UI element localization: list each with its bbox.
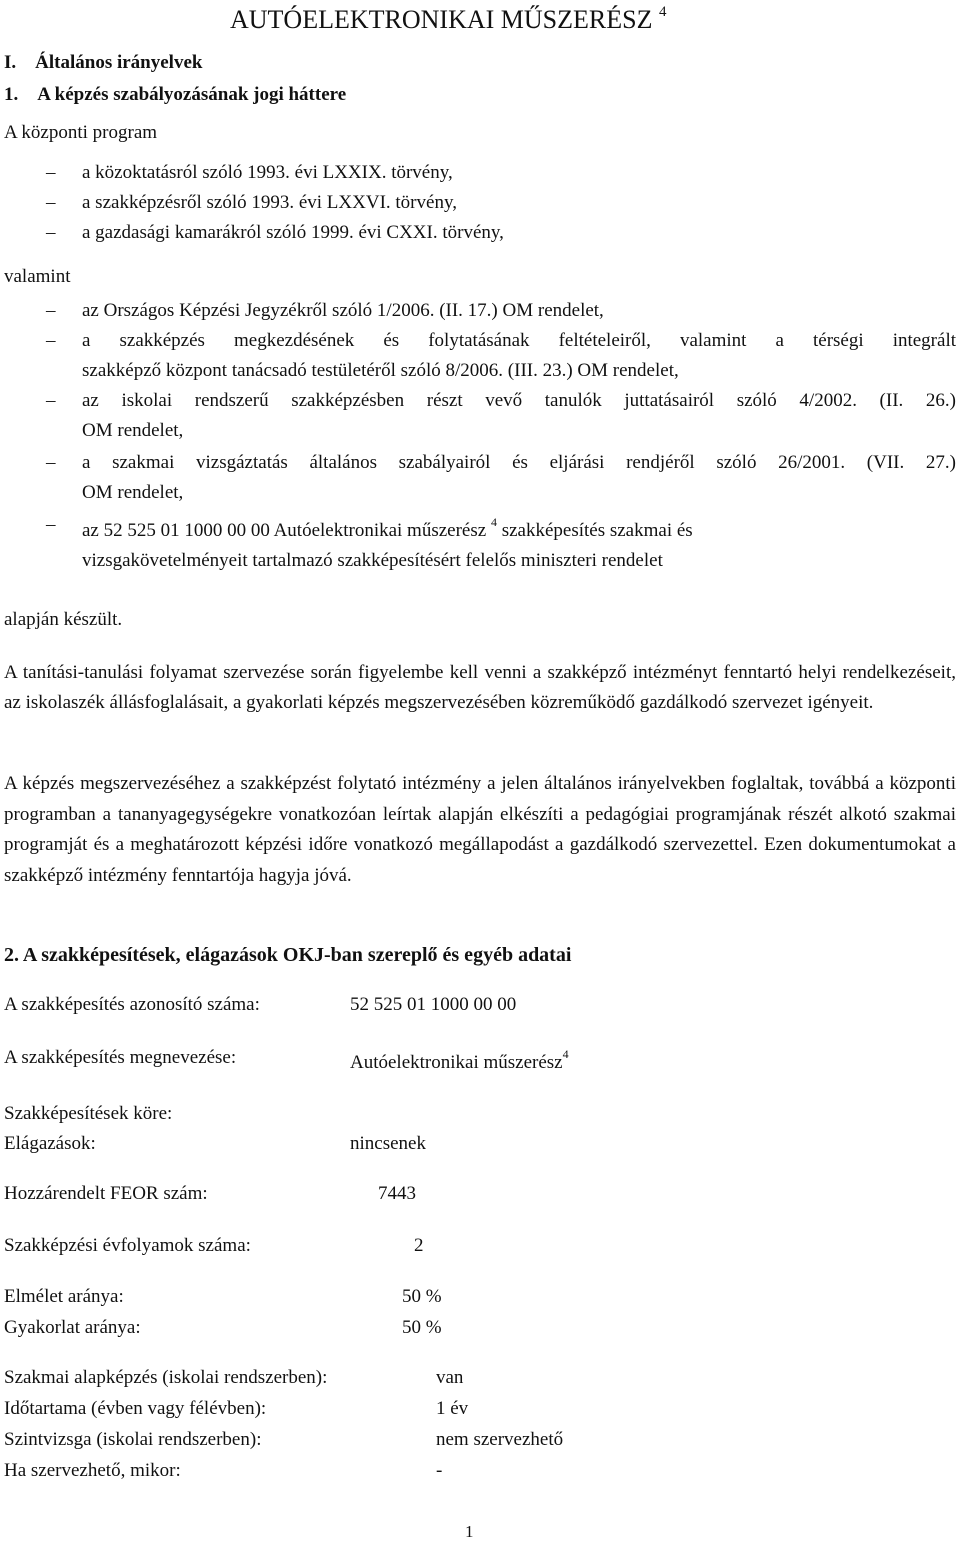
list-item-law-1: a közoktatásról szóló 1993. évi LXXIX. törvény, [82,162,453,183]
list-item-decree-5-line-2: vizsgakövetelményeit tartalmazó szakképesítésért felelős miniszteri rendelet [82,550,663,571]
list-dash: – [46,222,56,243]
list-item-decree-2-line-1: a szakképzés megkezdésének és folytatásának feltételeiről, valamint a térségi integrált [82,330,956,351]
field-label-idotartam: Időtartama (évben vagy félévben): [4,1398,267,1419]
field-label-alapkepzes: Szakmai alapképzés (iskolai rendszerben): [4,1367,328,1388]
paragraph-teaching-process: A tanítási-tanulási folyamat szervezése során figyelembe kell venni a szakképző intézményt fenntartó helyi rendelkezéseit, az iskolaszék állásfoglalásait, a gyakorlati képzés megszervezésében közreműködő gazdálkodó szervezet igényeit. [4,662,956,713]
list-dash: – [46,390,56,411]
paragraph-training-organization: A képzés megszervezéséhez a szakképzést folytató intézmény a jelen általános irányelvekben foglaltak, továbbá a központi programban a tananyagegységekre vonatkozóan leírtak alapján elkészíti a pedagógiai programjának részét alkotó szakmai programját és a meghatározott képzési időre vonatkozó megállapodást a gazdálkodó szervezettel. Ezen dokumentumokat a szakképző intézmény fenntartója hagyja jóvá. [4,773,956,886]
field-value-szintvizsga: nem szervezhető [436,1429,564,1450]
field-value-elmelet: 50 % [402,1286,442,1307]
list-item-decree-4-line-2: OM rendelet, [82,482,184,503]
list-item-law-3: a gazdasági kamarákról szóló 1999. évi CXXI. törvény, [82,222,504,243]
field-label-gyakorlat: Gyakorlat aránya: [4,1317,141,1338]
decree-5-text-b: szakképesítés szakmai és [501,520,693,541]
field-value-azonosito: 52 525 01 1000 00 00 [350,994,517,1015]
megnevezes-text: Autóelektronikai műszerész [350,1052,563,1073]
intro-text: A központi program [4,122,158,143]
valamint-text: valamint [4,266,71,287]
page-number: 1 [465,1522,474,1541]
subsection-heading-legal-background: 1. A képzés szabályozásának jogi háttere [4,84,347,105]
field-label-szervezheto: Ha szervezhető, mikor: [4,1460,181,1481]
field-value-evfolyamok: 2 [414,1235,424,1256]
document-title [230,4,666,35]
section-heading-qualification-data: 2. A szakképesítések, elágazások OKJ-ban szereplő és egyéb adatai [4,944,572,966]
field-label-elagazasok: Elágazások: [4,1133,96,1154]
field-label-azonosito: A szakképesítés azonosító száma: [4,994,260,1015]
field-label-szintvizsga: Szintvizsga (iskolai rendszerben): [4,1429,262,1450]
closing-text: alapján készült. [4,609,123,630]
field-label-megnevezes: A szakképesítés megnevezése: [4,1047,237,1068]
document-title-superscript: 4 [658,4,667,20]
section-heading-general: I. Általános irányelvek [4,52,203,73]
field-value-megnevezes [350,1047,569,1075]
list-item-decree-2-line-2: szakképző központ tanácsadó testületéről szóló 8/2006. (III. 23.) OM rendelet, [82,360,679,381]
field-value-elagazasok: nincsenek [350,1133,426,1154]
field-label-kore: Szakképesítések köre: [4,1103,173,1124]
decree-5-superscript: 4 [490,515,497,529]
field-label-evfolyamok: Szakképzési évfolyamok száma: [4,1235,251,1256]
list-item-decree-1: az Országos Képzési Jegyzékről szóló 1/2006. (II. 17.) OM rendelet, [82,300,604,321]
list-dash: – [46,330,56,351]
field-label-elmelet: Elmélet aránya: [4,1286,124,1307]
list-item-decree-3-line-2: OM rendelet, [82,420,184,441]
list-dash: – [46,452,56,473]
field-value-szervezheto: - [436,1460,443,1481]
list-item-decree-3-line-1: az iskolai rendszerű szakképzésben részt vevő tanulók juttatásairól szóló 4/2002. (II. 26.) [82,390,956,411]
field-value-idotartam: 1 év [436,1398,469,1419]
field-value-gyakorlat: 50 % [402,1317,442,1338]
list-dash: – [46,192,56,213]
field-label-feor: Hozzárendelt FEOR szám: [4,1183,208,1204]
list-dash: – [46,300,56,321]
list-item-decree-5-line-1 [82,515,693,543]
field-value-alapkepzes: van [436,1367,464,1388]
list-item-law-2: a szakképzésről szóló 1993. évi LXXVI. törvény, [82,192,457,213]
list-dash: – [46,514,56,535]
list-dash: – [46,162,56,183]
list-item-decree-4-line-1: a szakmai vizsgáztatás általános szabályairól és eljárási rendjéről szóló 26/2001. (VII. 27.) [82,452,956,473]
megnevezes-superscript: 4 [562,1047,569,1061]
decree-5-text-a: az 52 525 01 1000 00 00 Autóelektronikai műszerész [82,520,487,541]
field-value-feor: 7443 [378,1183,416,1204]
document-title-text: AUTÓELEKTRONIKAI MŰSZERÉSZ [230,5,653,34]
